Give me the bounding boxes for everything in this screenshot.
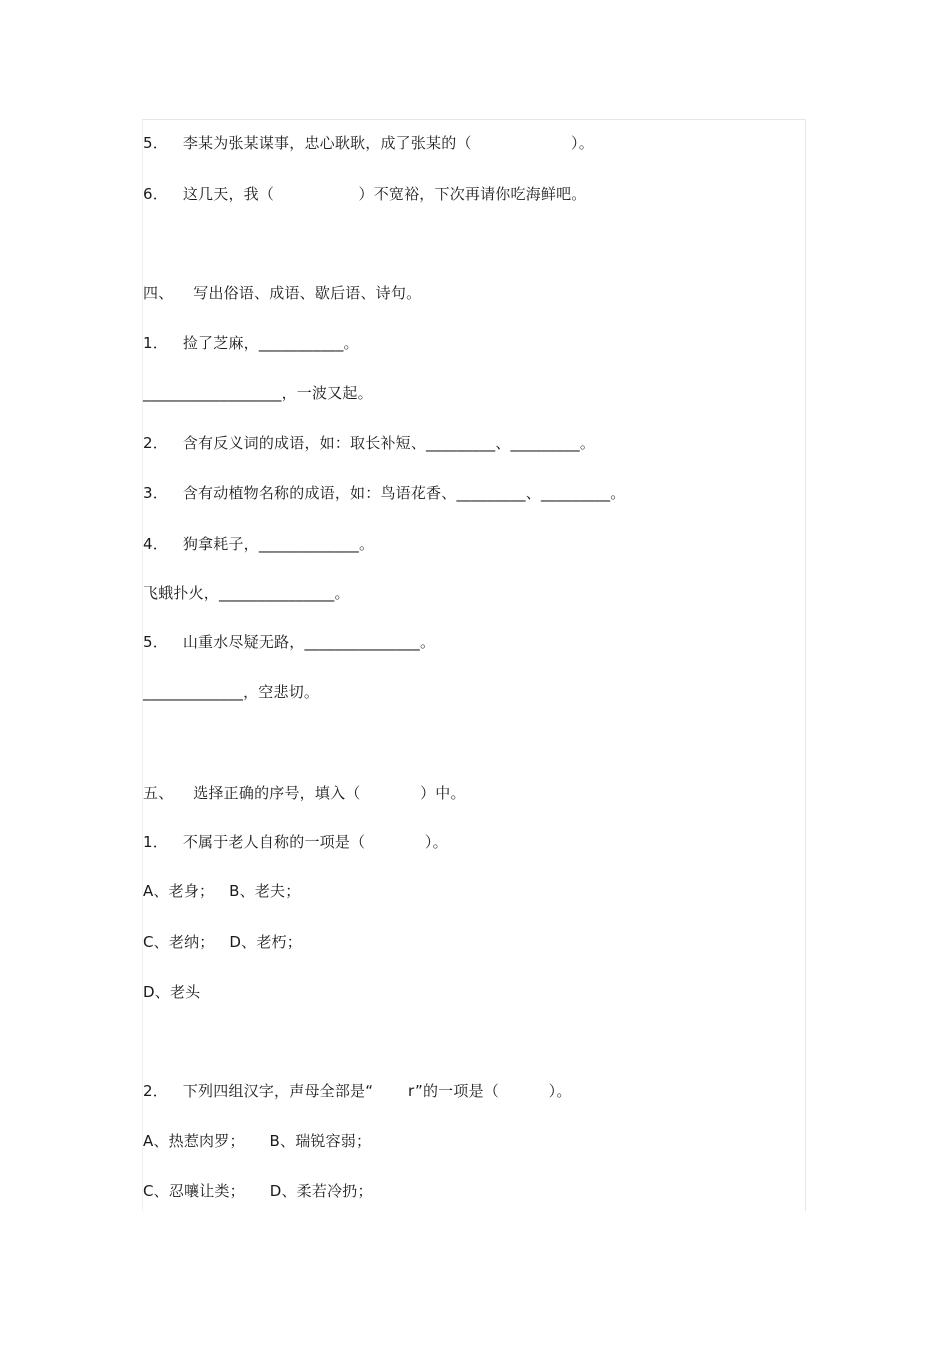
section-5-heading: 五、 选择正确的序号，填入（ ）中。 — [143, 784, 466, 802]
question-5-text: 5． 李某为张某谋事，忠心耿耿，成了张某的（ ）。 — [143, 134, 594, 152]
section-4-heading: 四、 写出俗语、成语、歇后语、诗句。 — [143, 284, 422, 302]
section-5-question-1: 1． 不属于老人自称的一项是（ ）。 — [143, 833, 448, 851]
question-1-options-cd: C、老纳； D、老朽； — [143, 933, 302, 951]
section-4-item-2: 2． 含有反义词的成语，如：取长补短、_________、_________。 — [143, 434, 596, 452]
question-1-options-ab: A、老身； B、老夫； — [143, 882, 301, 900]
section-4-item-4: 4． 狗拿耗子，_____________。 — [143, 535, 375, 553]
question-1-options-d2: D、老头 — [143, 983, 201, 1001]
section-4-item-1-cont: __________________，一波又起。 — [143, 384, 373, 402]
section-4-item-5-cont: _____________，空悲切。 — [143, 683, 320, 701]
question-2-options-ab: A、热惹肉罗； B、瑞锐容弱； — [143, 1132, 372, 1150]
question-2-options-cd: C、忍嚷让类； D、柔若冷扔； — [143, 1182, 373, 1200]
question-6-text: 6． 这几天，我（ ）不宽裕，下次再请你吃海鲜吧。 — [143, 185, 587, 203]
section-4-item-1: 1． 捡了芝麻，___________。 — [143, 334, 359, 352]
section-4-item-4-cont: 飞蛾扑火，_______________。 — [143, 584, 350, 602]
section-4-item-5: 5． 山重水尽疑无路，_______________。 — [143, 633, 436, 651]
section-4-item-3: 3． 含有动植物名称的成语，如：鸟语花香、_________、_________。 — [143, 484, 626, 502]
section-5-question-2: 2． 下列四组汉字，声母全部是“ r”的一项是（ ）。 — [143, 1082, 572, 1100]
